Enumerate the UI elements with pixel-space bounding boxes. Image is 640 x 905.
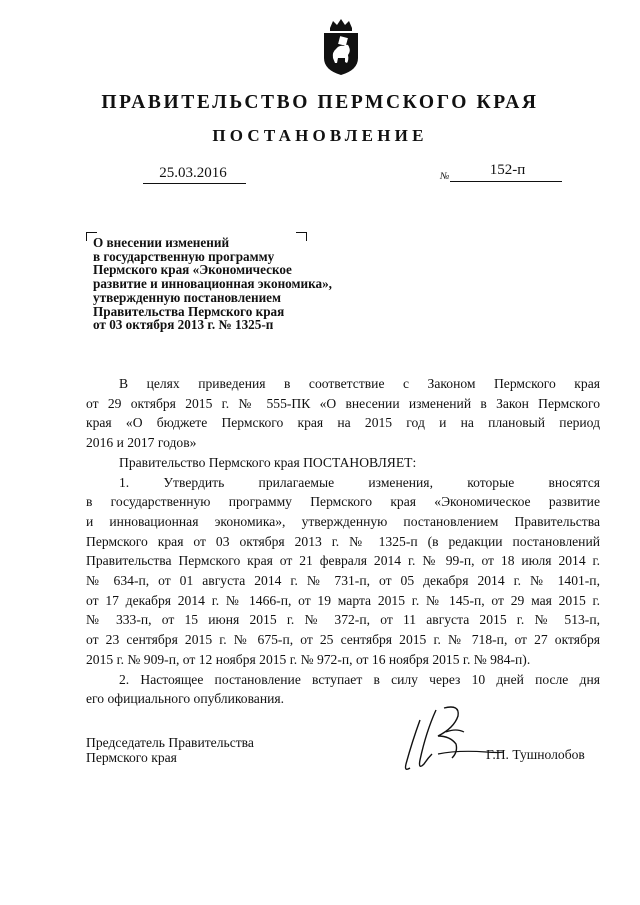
- coat-of-arms-icon: [321, 18, 361, 76]
- document-body: [86, 374, 600, 709]
- item1-line: № 333-п, от 15 июня 2015 г. № 372-п, от 11 августа 2015 г. № 513-п,: [86, 612, 600, 628]
- item1-line: и инновационная экономика», утвержденную постановлением Правительства: [86, 513, 600, 529]
- preamble-line: края «О бюджете Пермского края на 2015 год и на плановый период: [86, 415, 600, 431]
- signatory-position: [86, 736, 254, 765]
- preamble-line: от 29 октября 2015 г. № 555-ПК «О внесении изменений в Закон Пермского: [86, 395, 600, 411]
- item2-line: его официального опубликования.: [86, 691, 285, 707]
- item2-line: 2. Настоящее постановление вступает в силу через 10 дней после дня: [119, 671, 600, 687]
- subject-line: развитие и инновационная экономика»,: [93, 276, 332, 292]
- item1-line: от 17 декабря 2014 г. № 1466-п, от 19 марта 2015 г. № 145-п, от 29 мая 2015 г.: [86, 592, 600, 608]
- signatory-position-line: Пермского края: [86, 749, 177, 765]
- document-type: ПОСТАНОВЛЕНИЕ: [212, 126, 428, 145]
- item1-line: от 23 сентября 2015 г. № 675-п, от 25 сентября 2015 г. № 718-п, от 27 октября: [86, 632, 600, 648]
- subject-line: от 03 октября 2013 г. № 1325-п: [93, 317, 274, 333]
- item1-line: № 634-п, от 01 августа 2014 г. № 731-п, от 05 декабря 2014 г. № 1401-п,: [86, 573, 600, 589]
- subject-line: Правительства Пермского края: [93, 303, 285, 319]
- document-number: 152-п: [489, 162, 526, 178]
- resolution-statement: Правительство Пермского края ПОСТАНОВЛЯЕТ:: [119, 454, 417, 470]
- item1-line: Правительства Пермского края от 21 февраля 2014 г. № 99-п, от 18 июля 2014 г.: [86, 553, 600, 569]
- item1-line: Пермского края от 03 октября 2013 г. № 1325-п (в редакции постановлений: [86, 533, 600, 549]
- signatory-name: Г.П. Тушнолобов: [486, 747, 585, 762]
- signatory-position-line: Председатель Правительства: [86, 735, 254, 750]
- number-sign: №: [440, 171, 450, 182]
- item1-line: 2015 г. № 909-п, от 12 ноября 2015 г. № 972-п, от 16 ноября 2015 г. № 984-п).: [86, 651, 531, 667]
- number-underline: [450, 181, 562, 182]
- subject-line: О внесении изменений: [93, 235, 230, 250]
- preamble-line: 2016 и 2017 годов»: [86, 435, 197, 451]
- date-underline: [143, 183, 246, 184]
- preamble-line: В целях приведения в соответствие с Законом Пермского края: [119, 376, 600, 391]
- document-subject: [93, 236, 393, 332]
- subject-line: в государственную программу: [93, 248, 275, 264]
- item1-line: 1. Утвердить прилагаемые изменения, которые вносятся: [119, 474, 600, 490]
- document-date: 25.03.2016: [159, 165, 227, 181]
- organization-title: ПРАВИТЕЛЬСТВО ПЕРМСКОГО КРАЯ: [101, 92, 539, 113]
- handwritten-signature: [398, 702, 506, 774]
- subject-line: утвержденную постановлением: [93, 289, 282, 305]
- item1-line: в государственную программу Пермского края «Экономическое развитие: [86, 494, 600, 510]
- subject-line: Пермского края «Экономическое: [93, 262, 292, 278]
